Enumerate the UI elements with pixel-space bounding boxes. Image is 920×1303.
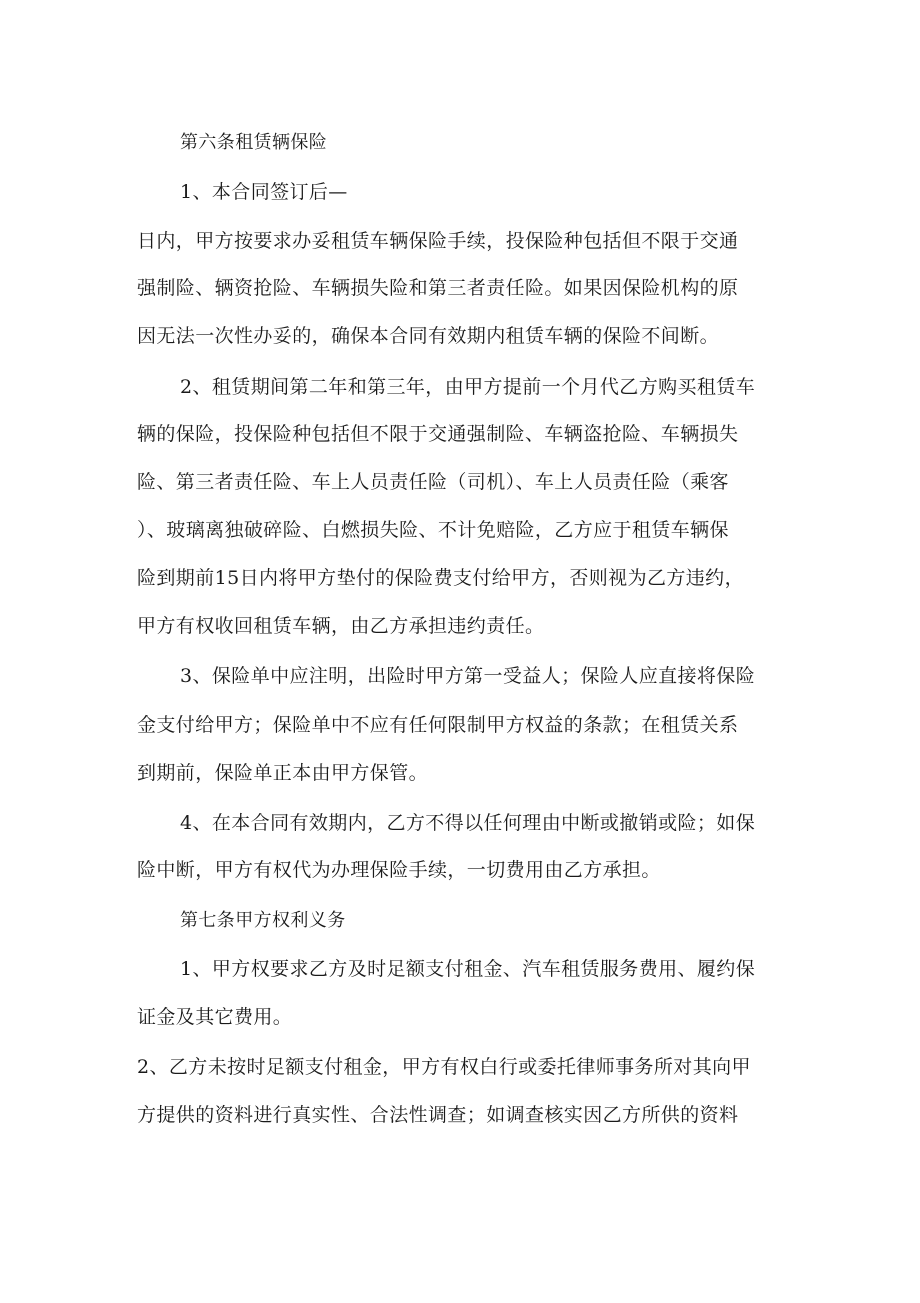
paragraph-line: 甲方有权收回租赁车辆，由乙方承担违约责任。 bbox=[137, 615, 545, 637]
paragraph-line: 4、在本合同有效期内，乙方不得以任何理由中断或撤销或险；如保 bbox=[180, 812, 756, 834]
paragraph-line: 因无法一次性办妥的，确保本合同有效期内租赁车辆的保险不间断。 bbox=[137, 325, 720, 347]
section-heading-6: 第六条租赁辆保险 bbox=[180, 132, 328, 153]
paragraph-line: 险、第三者责任险、车上人员责任险（司机）、车上人员责任险（乘客 bbox=[137, 471, 729, 493]
paragraph-line: 方提供的资料进行真实性、合法性调查；如调查核实因乙方所供的资料 bbox=[137, 1104, 739, 1126]
paragraph-line: 1、本合同签订后— bbox=[180, 181, 348, 203]
paragraph-line: 强制险、辆资抢险、车辆损失险和第三者责任险。如果因保险机构的原 bbox=[137, 277, 739, 299]
paragraph-line: 证金及其它费用。 bbox=[137, 1006, 293, 1028]
paragraph-line: ）、玻璃离独破碎险、白燃损失险、不计免赔险，乙方应于租赁车辆保 bbox=[137, 519, 729, 541]
paragraph-line: 1、甲方权要求乙方及时足额支付租金、汽车租赁服务费用、履约保 bbox=[180, 958, 756, 980]
paragraph-line: 2、乙方未按时足额支付租金，甲方有权白行或委托律师事务所对其向甲 bbox=[137, 1056, 751, 1078]
paragraph-line: 险中断，甲方有权代为办理保险手续，一切费用由乙方承担。 bbox=[137, 859, 661, 881]
paragraph-line: 金支付给甲方；保险单中不应有任何限制甲方权益的条款；在租赁关系 bbox=[137, 714, 739, 736]
paragraph-line: 日内，甲方按要求办妥租赁车辆保险手续，投保险种包括但不限于交通 bbox=[137, 230, 739, 252]
paragraph-line: 2、租赁期间第二年和第三年，由甲方提前一个月代乙方购买租赁车 bbox=[180, 376, 756, 398]
paragraph-line: 到期前，保险单正本由甲方保管。 bbox=[137, 762, 429, 784]
paragraph-line: 险到期前15日内将甲方垫付的保险费支付给甲方，否则视为乙方违约， bbox=[137, 567, 744, 589]
paragraph-line: 3、保险单中应注明，出险时甲方第一受益人；保险人应直接将保险 bbox=[180, 665, 756, 687]
paragraph-line: 辆的保险，投保险种包括但不限于交通强制险、车辆盗抢险、车辆损失 bbox=[137, 423, 739, 445]
section-heading-7: 第七条甲方权利义务 bbox=[180, 910, 346, 931]
